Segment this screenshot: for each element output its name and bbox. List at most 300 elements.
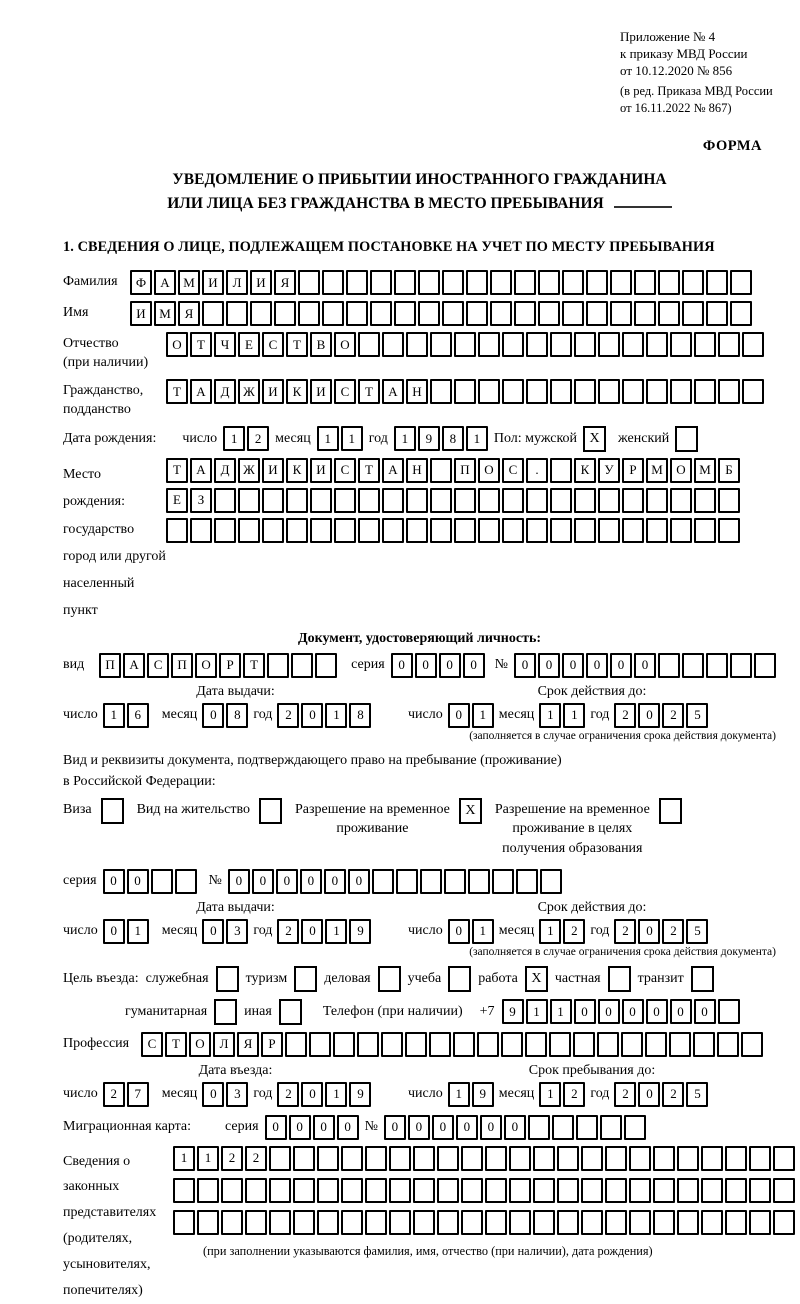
char-cell[interactable]: 0 [598, 999, 620, 1024]
char-cell[interactable] [166, 518, 188, 543]
char-cell[interactable] [586, 301, 608, 326]
char-cell[interactable] [454, 332, 476, 357]
char-cell[interactable] [701, 1210, 723, 1235]
char-cell[interactable] [516, 869, 538, 894]
char-cell[interactable]: О [189, 1032, 211, 1057]
char-cell[interactable] [317, 1146, 339, 1171]
doc-valid-day-input[interactable] [448, 703, 494, 728]
char-cell[interactable] [430, 488, 452, 513]
char-cell[interactable]: М [694, 458, 716, 483]
char-cell[interactable]: 2 [662, 919, 684, 944]
char-cell[interactable] [202, 301, 224, 326]
char-cell[interactable]: 2 [277, 919, 299, 944]
char-cell[interactable]: 2 [563, 1082, 585, 1107]
char-cell[interactable] [653, 1210, 675, 1235]
edu-permit-checkbox[interactable] [659, 798, 682, 824]
char-cell[interactable] [370, 301, 392, 326]
char-cell[interactable] [490, 270, 512, 295]
char-cell[interactable] [175, 869, 197, 894]
permit-issue-day-input[interactable] [103, 919, 149, 944]
char-cell[interactable]: 0 [127, 869, 149, 894]
char-cell[interactable] [173, 1210, 195, 1235]
char-cell[interactable]: 2 [662, 1082, 684, 1107]
char-cell[interactable]: Т [358, 458, 380, 483]
char-cell[interactable] [293, 1146, 315, 1171]
given-name-input[interactable] [130, 301, 752, 326]
char-cell[interactable] [370, 270, 392, 295]
char-cell[interactable]: 0 [301, 1082, 323, 1107]
char-cell[interactable] [286, 518, 308, 543]
char-cell[interactable]: 0 [337, 1115, 359, 1140]
char-cell[interactable] [394, 270, 416, 295]
permit-valid-day-input[interactable] [448, 919, 494, 944]
char-cell[interactable]: К [286, 379, 308, 404]
char-cell[interactable] [429, 1032, 451, 1057]
char-cell[interactable] [358, 518, 380, 543]
char-cell[interactable] [478, 379, 500, 404]
purpose-tourism-checkbox[interactable] [294, 966, 317, 992]
char-cell[interactable]: 6 [127, 703, 149, 728]
char-cell[interactable]: 2 [614, 1082, 636, 1107]
char-cell[interactable] [574, 332, 596, 357]
char-cell[interactable]: 0 [448, 919, 470, 944]
char-cell[interactable]: 0 [415, 653, 437, 678]
char-cell[interactable]: Ж [238, 458, 260, 483]
char-cell[interactable] [610, 270, 632, 295]
char-cell[interactable]: 0 [384, 1115, 406, 1140]
char-cell[interactable]: 0 [610, 653, 632, 678]
char-cell[interactable]: 0 [456, 1115, 478, 1140]
purpose-humanitarian-checkbox[interactable] [214, 999, 237, 1025]
char-cell[interactable]: А [382, 458, 404, 483]
permit-issue-year-input[interactable] [277, 919, 371, 944]
char-cell[interactable]: 0 [276, 869, 298, 894]
char-cell[interactable]: 1 [197, 1146, 219, 1171]
char-cell[interactable] [269, 1146, 291, 1171]
char-cell[interactable] [382, 332, 404, 357]
char-cell[interactable]: 1 [550, 999, 572, 1024]
char-cell[interactable] [406, 488, 428, 513]
temp-permit-checkbox[interactable]: X [459, 798, 482, 824]
char-cell[interactable]: О [334, 332, 356, 357]
entry-day-input[interactable] [103, 1082, 149, 1107]
char-cell[interactable]: 0 [634, 653, 656, 678]
birth-place-line1-input[interactable] [166, 458, 740, 483]
char-cell[interactable] [502, 332, 524, 357]
char-cell[interactable]: 0 [574, 999, 596, 1024]
purpose-private-checkbox[interactable] [608, 966, 631, 992]
char-cell[interactable] [682, 653, 704, 678]
char-cell[interactable]: И [262, 458, 284, 483]
char-cell[interactable]: 1 [472, 703, 494, 728]
char-cell[interactable] [718, 518, 740, 543]
char-cell[interactable] [365, 1210, 387, 1235]
char-cell[interactable]: А [190, 458, 212, 483]
char-cell[interactable] [677, 1178, 699, 1203]
char-cell[interactable]: У [598, 458, 620, 483]
char-cell[interactable] [600, 1115, 622, 1140]
char-cell[interactable] [221, 1210, 243, 1235]
char-cell[interactable]: Д [214, 458, 236, 483]
doc-issue-month-input[interactable] [202, 703, 248, 728]
char-cell[interactable] [430, 518, 452, 543]
char-cell[interactable]: 0 [480, 1115, 502, 1140]
char-cell[interactable] [562, 270, 584, 295]
char-cell[interactable] [365, 1146, 387, 1171]
char-cell[interactable] [670, 488, 692, 513]
char-cell[interactable] [576, 1115, 598, 1140]
char-cell[interactable]: М [646, 458, 668, 483]
char-cell[interactable] [634, 270, 656, 295]
char-cell[interactable] [286, 488, 308, 513]
char-cell[interactable] [341, 1146, 363, 1171]
stay-year-input[interactable] [614, 1082, 708, 1107]
char-cell[interactable]: 1 [472, 919, 494, 944]
char-cell[interactable] [694, 332, 716, 357]
birth-month-input[interactable] [317, 426, 363, 451]
char-cell[interactable] [598, 518, 620, 543]
char-cell[interactable] [598, 332, 620, 357]
char-cell[interactable]: 8 [349, 703, 371, 728]
char-cell[interactable] [677, 1210, 699, 1235]
char-cell[interactable]: 0 [265, 1115, 287, 1140]
char-cell[interactable] [509, 1146, 531, 1171]
char-cell[interactable] [197, 1210, 219, 1235]
char-cell[interactable]: Я [178, 301, 200, 326]
char-cell[interactable] [245, 1210, 267, 1235]
char-cell[interactable] [526, 332, 548, 357]
doc-type-input[interactable] [99, 653, 337, 678]
char-cell[interactable]: 1 [325, 919, 347, 944]
char-cell[interactable]: 0 [622, 999, 644, 1024]
char-cell[interactable] [741, 1032, 763, 1057]
char-cell[interactable]: 1 [325, 1082, 347, 1107]
char-cell[interactable] [773, 1178, 795, 1203]
char-cell[interactable]: М [178, 270, 200, 295]
birth-place-line3-input[interactable] [166, 518, 740, 543]
char-cell[interactable]: П [171, 653, 193, 678]
char-cell[interactable]: 1 [394, 426, 416, 451]
char-cell[interactable]: 1 [173, 1146, 195, 1171]
char-cell[interactable]: К [286, 458, 308, 483]
char-cell[interactable] [365, 1178, 387, 1203]
char-cell[interactable] [533, 1210, 555, 1235]
char-cell[interactable]: Ж [238, 379, 260, 404]
char-cell[interactable] [274, 301, 296, 326]
char-cell[interactable] [557, 1146, 579, 1171]
purpose-work-checkbox[interactable]: X [525, 966, 548, 992]
char-cell[interactable] [298, 301, 320, 326]
char-cell[interactable] [622, 488, 644, 513]
char-cell[interactable]: С [334, 458, 356, 483]
char-cell[interactable] [574, 379, 596, 404]
char-cell[interactable]: И [250, 270, 272, 295]
char-cell[interactable] [334, 488, 356, 513]
char-cell[interactable] [461, 1178, 483, 1203]
char-cell[interactable] [749, 1178, 771, 1203]
char-cell[interactable] [389, 1210, 411, 1235]
char-cell[interactable] [454, 518, 476, 543]
char-cell[interactable] [624, 1115, 646, 1140]
char-cell[interactable] [693, 1032, 715, 1057]
char-cell[interactable] [492, 869, 514, 894]
char-cell[interactable]: 2 [563, 919, 585, 944]
char-cell[interactable] [629, 1210, 651, 1235]
char-cell[interactable] [502, 379, 524, 404]
char-cell[interactable] [317, 1178, 339, 1203]
char-cell[interactable]: 8 [442, 426, 464, 451]
char-cell[interactable]: 9 [418, 426, 440, 451]
visa-checkbox[interactable] [101, 798, 124, 824]
char-cell[interactable] [540, 869, 562, 894]
char-cell[interactable] [514, 301, 536, 326]
patronymic-input[interactable] [166, 332, 764, 357]
char-cell[interactable]: С [334, 379, 356, 404]
char-cell[interactable] [653, 1178, 675, 1203]
char-cell[interactable] [341, 1210, 363, 1235]
representatives-line1-input[interactable] [173, 1146, 795, 1171]
surname-input[interactable] [130, 270, 752, 295]
char-cell[interactable] [701, 1178, 723, 1203]
char-cell[interactable] [525, 1032, 547, 1057]
char-cell[interactable] [528, 1115, 550, 1140]
char-cell[interactable] [293, 1210, 315, 1235]
char-cell[interactable]: 2 [277, 703, 299, 728]
stay-month-input[interactable] [539, 1082, 585, 1107]
char-cell[interactable] [622, 379, 644, 404]
char-cell[interactable] [346, 301, 368, 326]
char-cell[interactable]: 0 [646, 999, 668, 1024]
char-cell[interactable] [550, 332, 572, 357]
char-cell[interactable] [461, 1146, 483, 1171]
char-cell[interactable] [629, 1178, 651, 1203]
char-cell[interactable] [358, 332, 380, 357]
char-cell[interactable] [291, 653, 313, 678]
char-cell[interactable]: 3 [226, 1082, 248, 1107]
char-cell[interactable]: 2 [247, 426, 269, 451]
purpose-transit-checkbox[interactable] [691, 966, 714, 992]
doc-number-input[interactable] [514, 653, 776, 678]
char-cell[interactable] [598, 379, 620, 404]
char-cell[interactable]: 0 [313, 1115, 335, 1140]
char-cell[interactable] [742, 379, 764, 404]
entry-month-input[interactable] [202, 1082, 248, 1107]
char-cell[interactable] [173, 1178, 195, 1203]
char-cell[interactable] [573, 1032, 595, 1057]
representatives-line3-input[interactable] [173, 1210, 795, 1235]
char-cell[interactable] [549, 1032, 571, 1057]
char-cell[interactable]: 0 [562, 653, 584, 678]
char-cell[interactable] [622, 332, 644, 357]
char-cell[interactable]: Т [190, 332, 212, 357]
char-cell[interactable]: 0 [289, 1115, 311, 1140]
migration-number-input[interactable] [384, 1115, 646, 1140]
char-cell[interactable] [677, 1146, 699, 1171]
char-cell[interactable] [418, 270, 440, 295]
char-cell[interactable] [718, 332, 740, 357]
char-cell[interactable]: 0 [586, 653, 608, 678]
char-cell[interactable] [382, 488, 404, 513]
permit-number-input[interactable] [228, 869, 562, 894]
char-cell[interactable]: 0 [538, 653, 560, 678]
char-cell[interactable] [341, 1178, 363, 1203]
char-cell[interactable] [322, 301, 344, 326]
char-cell[interactable] [550, 488, 572, 513]
char-cell[interactable] [250, 301, 272, 326]
char-cell[interactable]: Б [718, 458, 740, 483]
char-cell[interactable]: 0 [638, 1082, 660, 1107]
char-cell[interactable] [357, 1032, 379, 1057]
char-cell[interactable] [629, 1146, 651, 1171]
char-cell[interactable] [285, 1032, 307, 1057]
char-cell[interactable] [382, 518, 404, 543]
char-cell[interactable] [358, 488, 380, 513]
char-cell[interactable]: М [154, 301, 176, 326]
char-cell[interactable]: 2 [103, 1082, 125, 1107]
purpose-official-checkbox[interactable] [216, 966, 239, 992]
char-cell[interactable] [490, 301, 512, 326]
char-cell[interactable] [310, 518, 332, 543]
char-cell[interactable] [502, 488, 524, 513]
char-cell[interactable] [406, 518, 428, 543]
char-cell[interactable] [214, 518, 236, 543]
char-cell[interactable]: Т [165, 1032, 187, 1057]
char-cell[interactable]: Р [622, 458, 644, 483]
migration-series-input[interactable] [265, 1115, 359, 1140]
char-cell[interactable]: 9 [349, 1082, 371, 1107]
char-cell[interactable] [645, 1032, 667, 1057]
char-cell[interactable]: Р [261, 1032, 283, 1057]
char-cell[interactable]: 0 [252, 869, 274, 894]
char-cell[interactable] [267, 653, 289, 678]
char-cell[interactable] [773, 1146, 795, 1171]
char-cell[interactable]: И [130, 301, 152, 326]
char-cell[interactable]: Т [286, 332, 308, 357]
char-cell[interactable]: 2 [614, 703, 636, 728]
char-cell[interactable]: Т [166, 379, 188, 404]
char-cell[interactable]: И [310, 458, 332, 483]
char-cell[interactable] [749, 1210, 771, 1235]
char-cell[interactable] [413, 1146, 435, 1171]
char-cell[interactable] [502, 518, 524, 543]
char-cell[interactable] [477, 1032, 499, 1057]
char-cell[interactable]: 1 [127, 919, 149, 944]
char-cell[interactable] [653, 1146, 675, 1171]
char-cell[interactable] [622, 518, 644, 543]
char-cell[interactable]: 0 [202, 703, 224, 728]
char-cell[interactable] [581, 1178, 603, 1203]
stay-day-input[interactable] [448, 1082, 494, 1107]
char-cell[interactable]: Т [166, 458, 188, 483]
doc-issue-year-input[interactable] [277, 703, 371, 728]
char-cell[interactable] [514, 270, 536, 295]
char-cell[interactable]: 2 [277, 1082, 299, 1107]
char-cell[interactable] [310, 488, 332, 513]
char-cell[interactable] [646, 518, 668, 543]
char-cell[interactable]: 0 [228, 869, 250, 894]
char-cell[interactable] [550, 518, 572, 543]
char-cell[interactable] [406, 332, 428, 357]
char-cell[interactable]: 1 [317, 426, 339, 451]
char-cell[interactable] [581, 1146, 603, 1171]
char-cell[interactable]: Т [243, 653, 265, 678]
char-cell[interactable]: И [262, 379, 284, 404]
char-cell[interactable]: 1 [539, 919, 561, 944]
char-cell[interactable] [605, 1210, 627, 1235]
char-cell[interactable] [586, 270, 608, 295]
char-cell[interactable] [610, 301, 632, 326]
char-cell[interactable] [226, 301, 248, 326]
char-cell[interactable]: 1 [563, 703, 585, 728]
char-cell[interactable] [730, 653, 752, 678]
char-cell[interactable]: О [478, 458, 500, 483]
char-cell[interactable]: 0 [300, 869, 322, 894]
char-cell[interactable] [694, 379, 716, 404]
char-cell[interactable] [682, 301, 704, 326]
char-cell[interactable] [701, 1146, 723, 1171]
char-cell[interactable] [725, 1146, 747, 1171]
char-cell[interactable] [694, 488, 716, 513]
representatives-line2-input[interactable] [173, 1178, 795, 1203]
char-cell[interactable]: 1 [466, 426, 488, 451]
char-cell[interactable]: 1 [325, 703, 347, 728]
char-cell[interactable]: 8 [226, 703, 248, 728]
char-cell[interactable] [442, 301, 464, 326]
char-cell[interactable] [730, 301, 752, 326]
char-cell[interactable] [262, 518, 284, 543]
char-cell[interactable] [773, 1210, 795, 1235]
char-cell[interactable] [269, 1178, 291, 1203]
char-cell[interactable]: 0 [408, 1115, 430, 1140]
char-cell[interactable]: Н [406, 458, 428, 483]
char-cell[interactable]: И [202, 270, 224, 295]
char-cell[interactable] [605, 1146, 627, 1171]
char-cell[interactable] [437, 1210, 459, 1235]
char-cell[interactable] [389, 1178, 411, 1203]
char-cell[interactable] [381, 1032, 403, 1057]
char-cell[interactable] [238, 488, 260, 513]
char-cell[interactable] [754, 653, 776, 678]
char-cell[interactable] [269, 1210, 291, 1235]
permit-issue-month-input[interactable] [202, 919, 248, 944]
char-cell[interactable] [413, 1210, 435, 1235]
char-cell[interactable] [581, 1210, 603, 1235]
char-cell[interactable] [238, 518, 260, 543]
char-cell[interactable] [526, 379, 548, 404]
char-cell[interactable] [396, 869, 418, 894]
char-cell[interactable] [298, 270, 320, 295]
char-cell[interactable] [526, 518, 548, 543]
char-cell[interactable]: 5 [686, 703, 708, 728]
char-cell[interactable] [706, 653, 728, 678]
char-cell[interactable] [418, 301, 440, 326]
char-cell[interactable]: 0 [514, 653, 536, 678]
char-cell[interactable] [574, 488, 596, 513]
char-cell[interactable]: 1 [526, 999, 548, 1024]
char-cell[interactable] [658, 270, 680, 295]
birth-day-input[interactable] [223, 426, 269, 451]
char-cell[interactable] [461, 1210, 483, 1235]
char-cell[interactable]: 1 [103, 703, 125, 728]
char-cell[interactable]: Т [358, 379, 380, 404]
char-cell[interactable] [598, 488, 620, 513]
char-cell[interactable]: 5 [686, 1082, 708, 1107]
char-cell[interactable]: 0 [301, 919, 323, 944]
char-cell[interactable] [197, 1178, 219, 1203]
char-cell[interactable] [466, 301, 488, 326]
char-cell[interactable] [485, 1146, 507, 1171]
char-cell[interactable]: 1 [341, 426, 363, 451]
